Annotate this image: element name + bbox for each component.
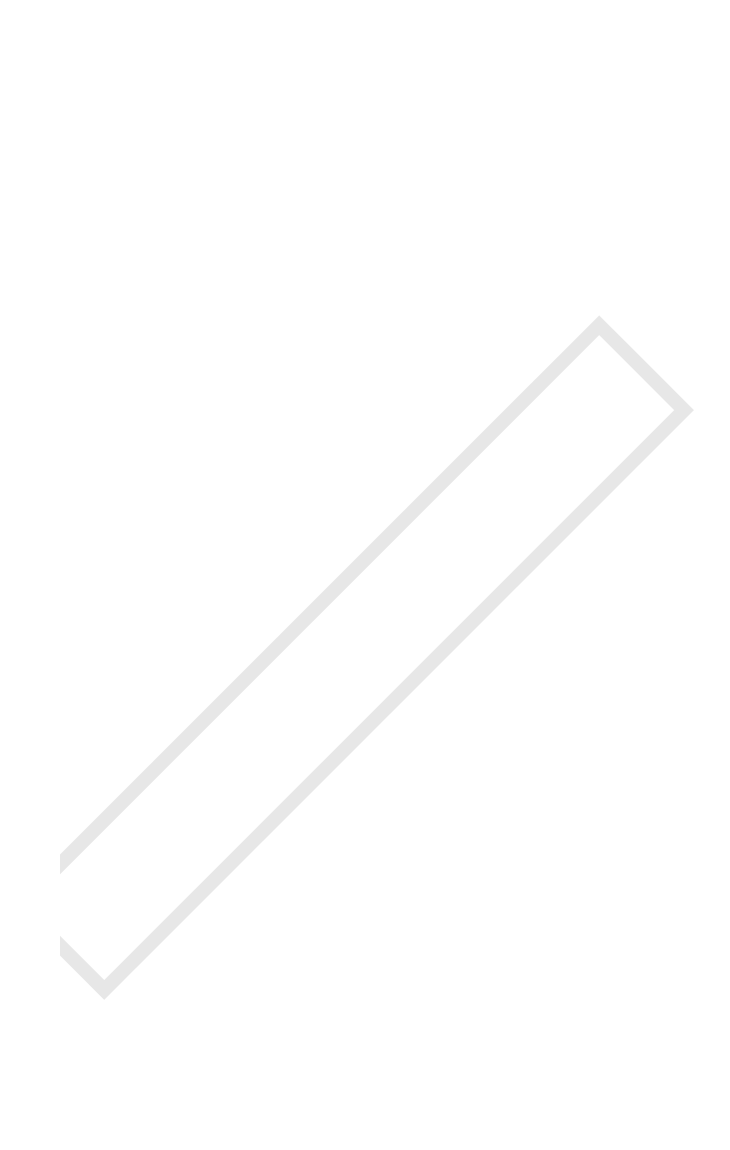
watermark xyxy=(60,250,700,1150)
page-body xyxy=(80,98,640,144)
page-header xyxy=(0,62,730,92)
margin-note xyxy=(80,121,168,122)
